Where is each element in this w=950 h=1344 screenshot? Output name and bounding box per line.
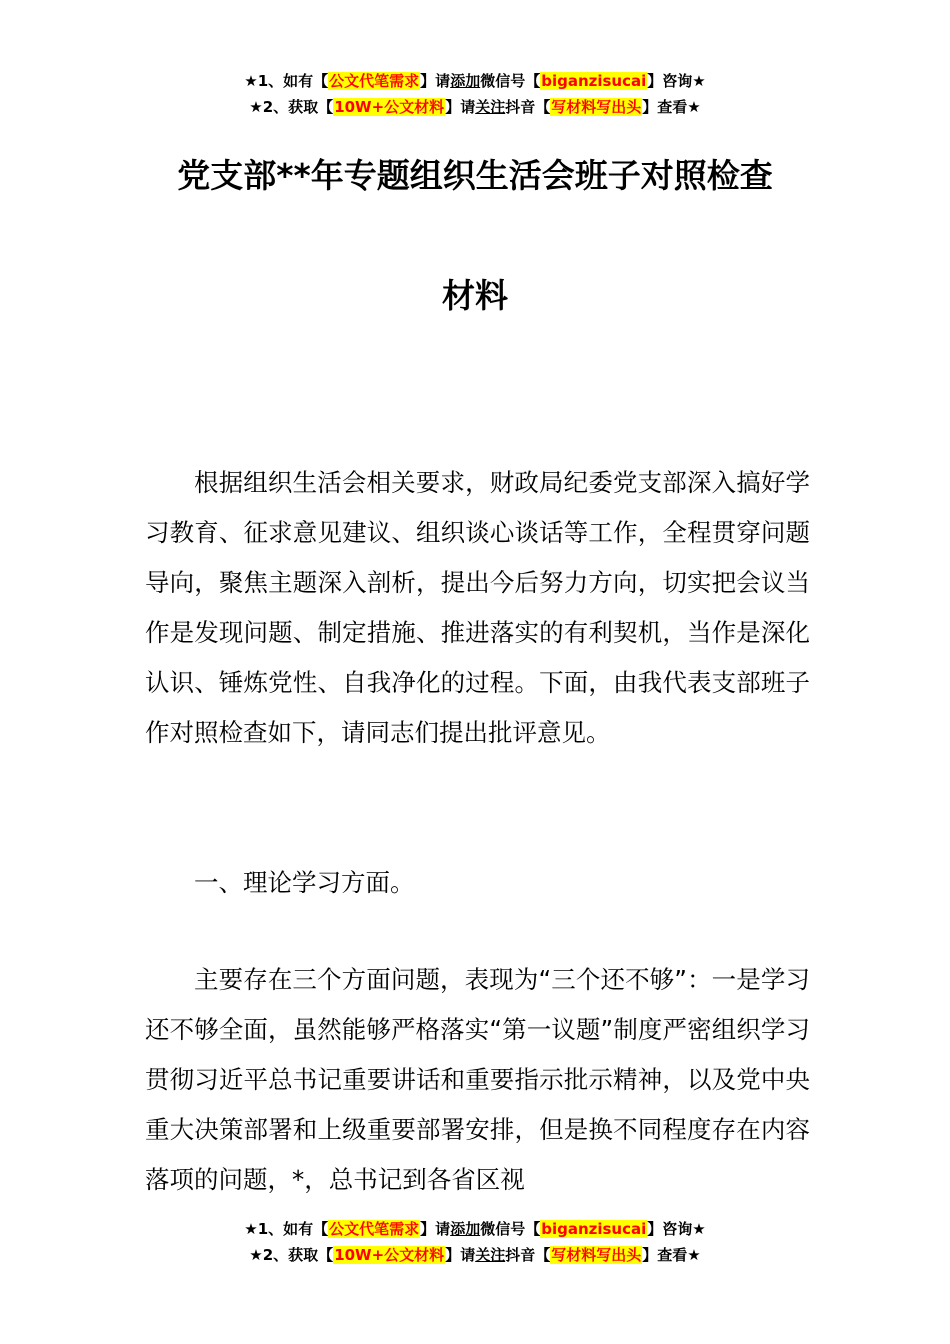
banner-highlight: 写材料写出头	[551, 98, 642, 116]
banner-highlight: 10W+公文材料	[334, 98, 445, 116]
banner-highlight: 写材料写出头	[551, 1246, 642, 1264]
banner-text: ★2、获取【	[249, 98, 334, 116]
banner-line-1	[0, 1216, 950, 1242]
banner-text: 】查看★	[642, 98, 701, 116]
banner-text: 】咨询★	[647, 1220, 706, 1238]
banner-text: 微信号【	[480, 1220, 541, 1238]
banner-text: 抖音【	[505, 1246, 551, 1264]
banner-text: 】请	[445, 98, 476, 116]
banner-text: 】请	[445, 1246, 476, 1264]
banner-line-2	[0, 1242, 950, 1268]
banner-text: ★1、如有【	[244, 72, 329, 90]
body-paragraph: 主要存在三个方面问题，表现为“三个还不够”：一是学习还不够全面，虽然能够严格落实“第一议题”制度严密组织学习贯彻习近平总书记重要讲话和重要指示批示精神，以及党中央重大决策部署和上级重要部署安排，但是换不同程度存在内容落项的问题，*，总书记到各省区视	[145, 965, 810, 1194]
banner-text: 】请	[420, 1220, 451, 1238]
banner-text: 】请	[420, 72, 451, 90]
section-heading: 一、理论学习方面。	[194, 868, 415, 897]
document-title-line-2: 材料	[442, 276, 508, 315]
banner-underline: 添加	[450, 72, 481, 90]
banner-underline: 关注	[475, 98, 506, 116]
banner-text: 】咨询★	[647, 72, 706, 90]
banner-text: 抖音【	[505, 98, 551, 116]
banner-text: ★1、如有【	[244, 1220, 329, 1238]
banner-underline: 添加	[450, 1220, 481, 1238]
banner-highlight: 10W+公文材料	[334, 1246, 445, 1264]
intro-paragraph: 根据组织生活会相关要求，财政局纪委党支部深入搞好学习教育、征求意见建议、组织谈心谈话等工作，全程贯穿问题导向，聚焦主题深入剖析，提出今后努力方向，切实把会议当作是发现问题、制定措施、推进落实的有利契机，当作是深化认识、锤炼党性、自我净化的过程。下面，由我代表支部班子作对照检查如下，请同志们提出批评意见。	[145, 468, 810, 747]
banner-underline: 关注	[475, 1246, 506, 1264]
banner-highlight: biganzisucai	[541, 1220, 647, 1238]
header-banner	[0, 68, 950, 120]
banner-highlight: 公文代笔需求	[329, 1220, 420, 1238]
banner-text: ★2、获取【	[249, 1246, 334, 1264]
banner-highlight: biganzisucai	[541, 72, 647, 90]
footer-banner	[0, 1216, 950, 1268]
banner-line-1	[0, 68, 950, 94]
banner-line-2	[0, 94, 950, 120]
banner-text: 微信号【	[480, 72, 541, 90]
document-title-line-1: 党支部**年专题组织生活会班子对照检查	[177, 156, 773, 195]
banner-highlight: 公文代笔需求	[329, 72, 420, 90]
banner-text: 】查看★	[642, 1246, 701, 1264]
